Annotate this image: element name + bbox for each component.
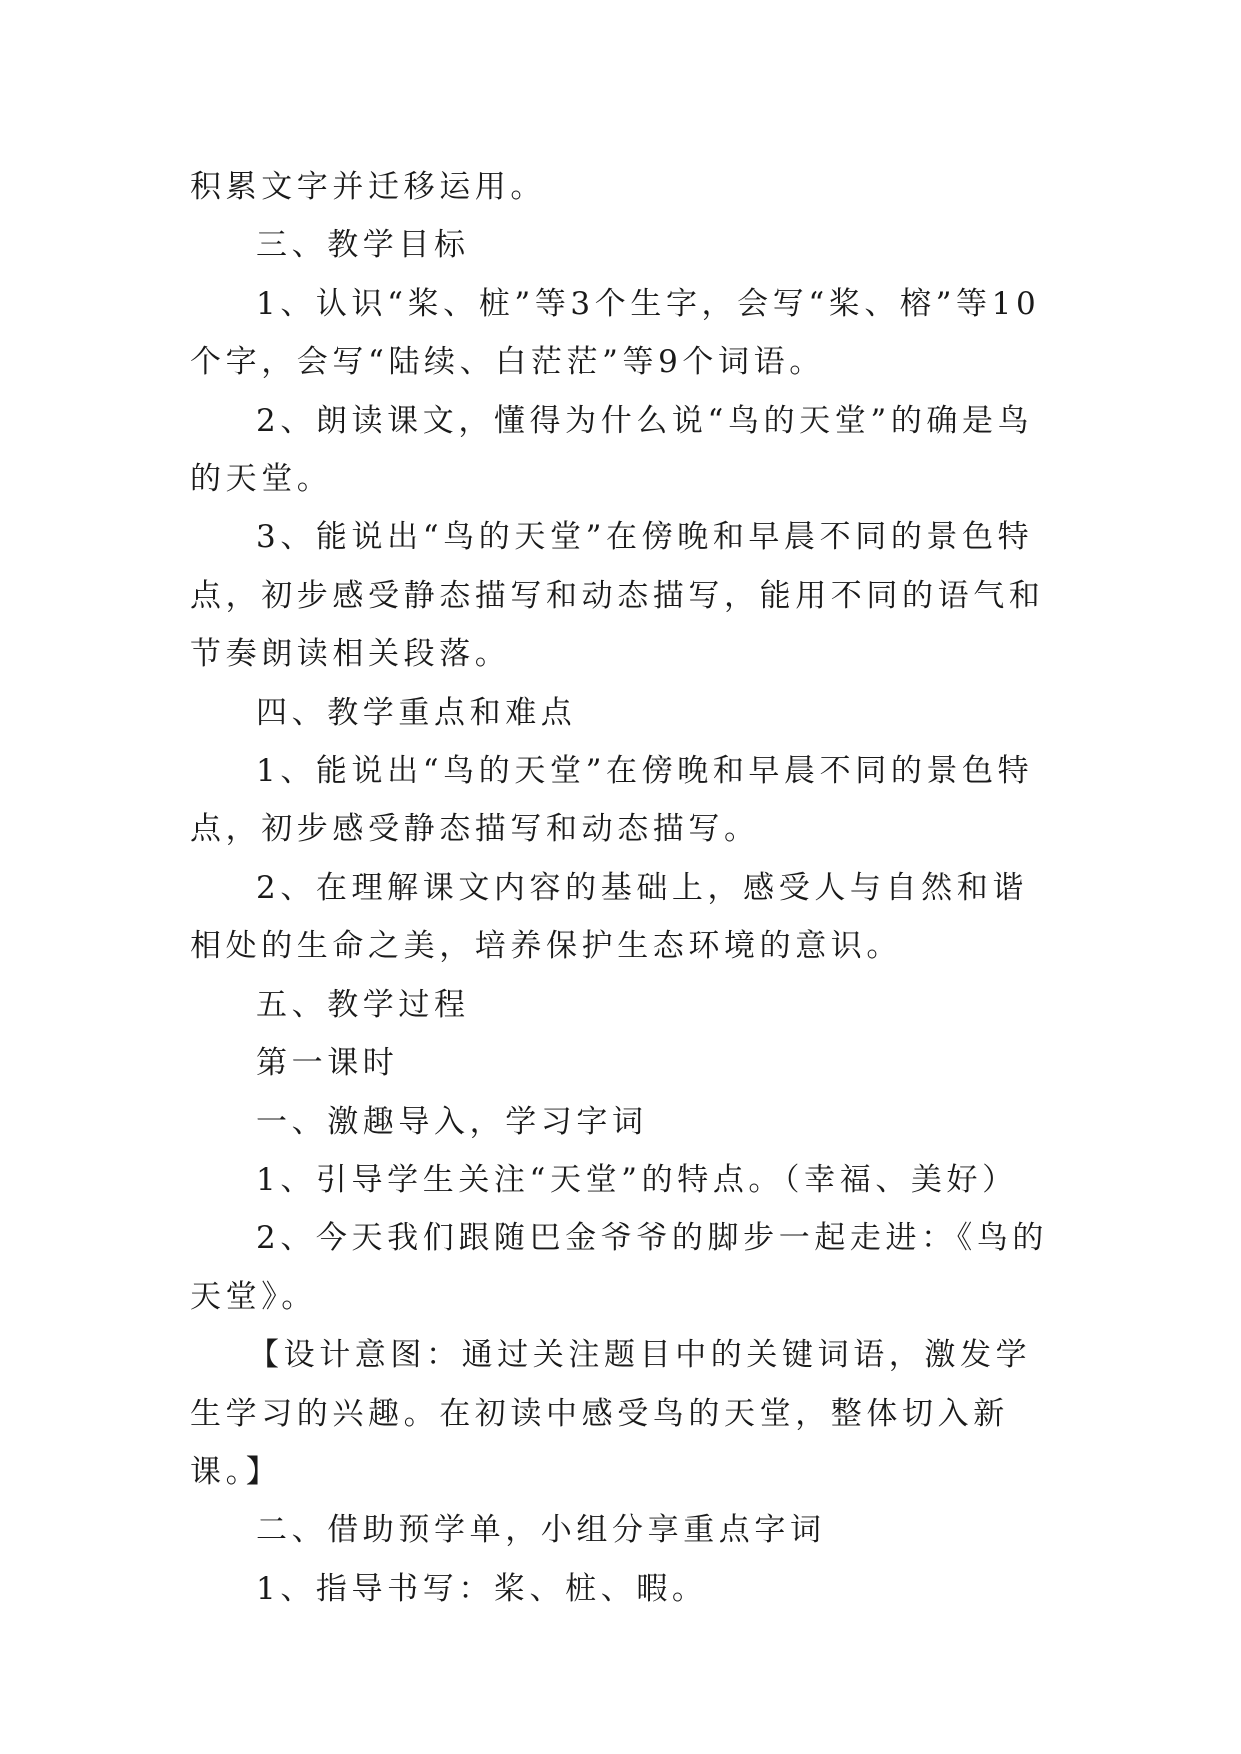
key-point-item-2: 2、在理解课文内容的基础上，感受人与自然和谐相处的生命之美，培养保护生态环境的意识。 (190, 869, 1028, 965)
section-heading-teaching-process: 五、教学过程 (256, 986, 470, 1023)
goal-item-3: 3、能说出“鸟的天堂”在傍晚和早晨不同的景色特点，初步感受静态描写和动态描写，能用不同的语气和节奏朗读相关段落。 (190, 519, 1045, 673)
design-intent-note: 【设计意图：通过关注题目中的关键词语，激发学生学习的兴趣。在初读中感受鸟的天堂，整体切入新课。】 (190, 1337, 1032, 1490)
section-heading-key-points: 四、教学重点和难点 (256, 694, 577, 731)
goal-item-1: 1、认识“桨、桩”等3个生字，会写“桨、榕”等10个字，会写“陆续、白茫茫”等9个词语。 (190, 285, 1041, 381)
document-body (190, 158, 1050, 1618)
step-item-2: 2、今天我们跟随巴金爷爷的脚步一起走进：《鸟的天堂》。 (190, 1220, 1049, 1315)
lesson-heading-first-period: 第一课时 (256, 1045, 399, 1082)
key-point-item-1: 1、能说出“鸟的天堂”在傍晚和早晨不同的景色特点，初步感受静态描写和动态描写。 (190, 753, 1034, 848)
step-item-writing-guidance: 1、指导书写：桨、桩、暇。 (256, 1570, 708, 1607)
step-heading-group-sharing: 二、借助预学单，小组分享重点字词 (256, 1512, 826, 1549)
step-heading-introduction: 一、激趣导入，学习字词 (256, 1103, 648, 1140)
section-heading-teaching-goals: 三、教学目标 (256, 227, 470, 264)
step-item-1: 1、引导学生关注“天堂”的特点。（幸福、美好） (256, 1161, 1018, 1198)
goal-item-2: 2、朗读课文，懂得为什么说“鸟的天堂”的确是鸟的天堂。 (190, 402, 1034, 498)
paragraph-continuation: 积累文字并迁移运用。 (190, 169, 546, 205)
